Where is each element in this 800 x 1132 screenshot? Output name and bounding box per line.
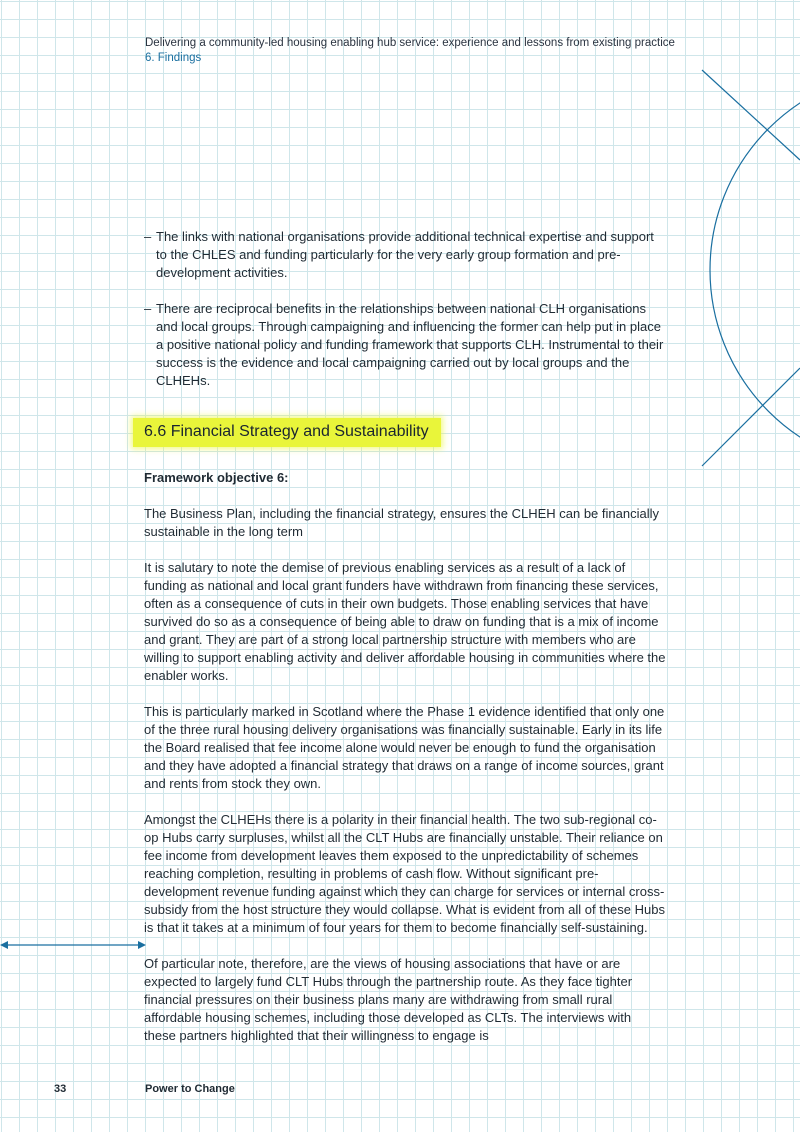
- paragraph: This is particularly marked in Scotland where the Phase 1 evidence identified that only one of the three rural housing delivery organisations was financially sustainable. Early in its life the Board realised that fee income alone would never be enough to fund the organisation and they have adopted a financial strategy that draws on a range of income sources, grant and rents from stock they own.: [144, 704, 665, 791]
- paragraph: Of particular note, therefore, are the views of housing associations that have or are expected to largely fund CLT Hubs through the partnership route. As they face tighter financial pressures on their business plans many are withdrawing from small rural affordable housing schemes, including those developed as CLTs. The interviews with these partners highlighted that their willingness to engage is: [144, 956, 633, 1043]
- document-title: Delivering a community-led housing enabling hub service: experience and lessons from existing practice: [145, 37, 675, 49]
- deco-circle-arc: [710, 70, 800, 470]
- bullet-item: [144, 228, 664, 282]
- paragraph: Amongst the CLHEHs there is a polarity in their financial health. The two sub-regional co-op Hubs carry surpluses, whilst all the CLT Hubs are financially unstable. Their reliance on fee income from development leaves them exposed to the unpredictability of schemes reaching completion, resulting in problems of cash flow. Without significant pre-development revenue funding against which they can charge for services or internal cross-subsidy from the host structure they would collapse. What is evident from all of these Hubs is that it takes at a minimum of four years for them to become financially self-sustaining.: [144, 812, 665, 935]
- bullet-list: [144, 228, 664, 408]
- page-header: [145, 36, 675, 66]
- framework-objective-label: Framework objective 6:: [144, 470, 289, 485]
- deco-diagonal-line-2: [702, 368, 800, 466]
- bullet-marker: –: [144, 229, 152, 244]
- bullet-text: There are reciprocal benefits in the relationships between national CLH organisations and local groups. Through campaigning and influencing the former can help put in place a positive national policy and funding framework that supports CLH. Instrumental to their success is the evidence and local campaigning carried out by local groups and the CLHEHs.: [156, 301, 664, 388]
- publisher-name: Power to Change: [145, 1083, 235, 1095]
- bullet-marker: –: [144, 301, 152, 316]
- paragraph: It is salutary to note the demise of previous enabling services as a result of a lack of funding as national and local grant funders have withdrawn from financing these services, often as a consequence of cuts in their own budgets. Those enabling services that have survived do so as a consequence of being able to draw on funding that is a mix of income and grant. They are part of a strong local partnership structure with members who are willing to support enabling activity and deliver affordable housing in communities where the enabler works.: [144, 560, 666, 683]
- paragraph: The Business Plan, including the financial strategy, ensures the CLHEH can be financially sustainable in the long term: [144, 506, 659, 539]
- deco-diagonal-line-1: [702, 70, 800, 160]
- section-heading: 6.6 Financial Strategy and Sustainability: [133, 418, 441, 447]
- bullet-item: [144, 300, 664, 390]
- body-text: [144, 469, 666, 1063]
- page-number: 33: [54, 1083, 67, 1095]
- bullet-text: The links with national organisations provide additional technical expertise and support to the CHLES and funding particularly for the very early group formation and pre-development activities.: [156, 229, 654, 280]
- section-title: 6. Findings: [145, 52, 202, 64]
- deco-arrow-left-head: [0, 941, 8, 949]
